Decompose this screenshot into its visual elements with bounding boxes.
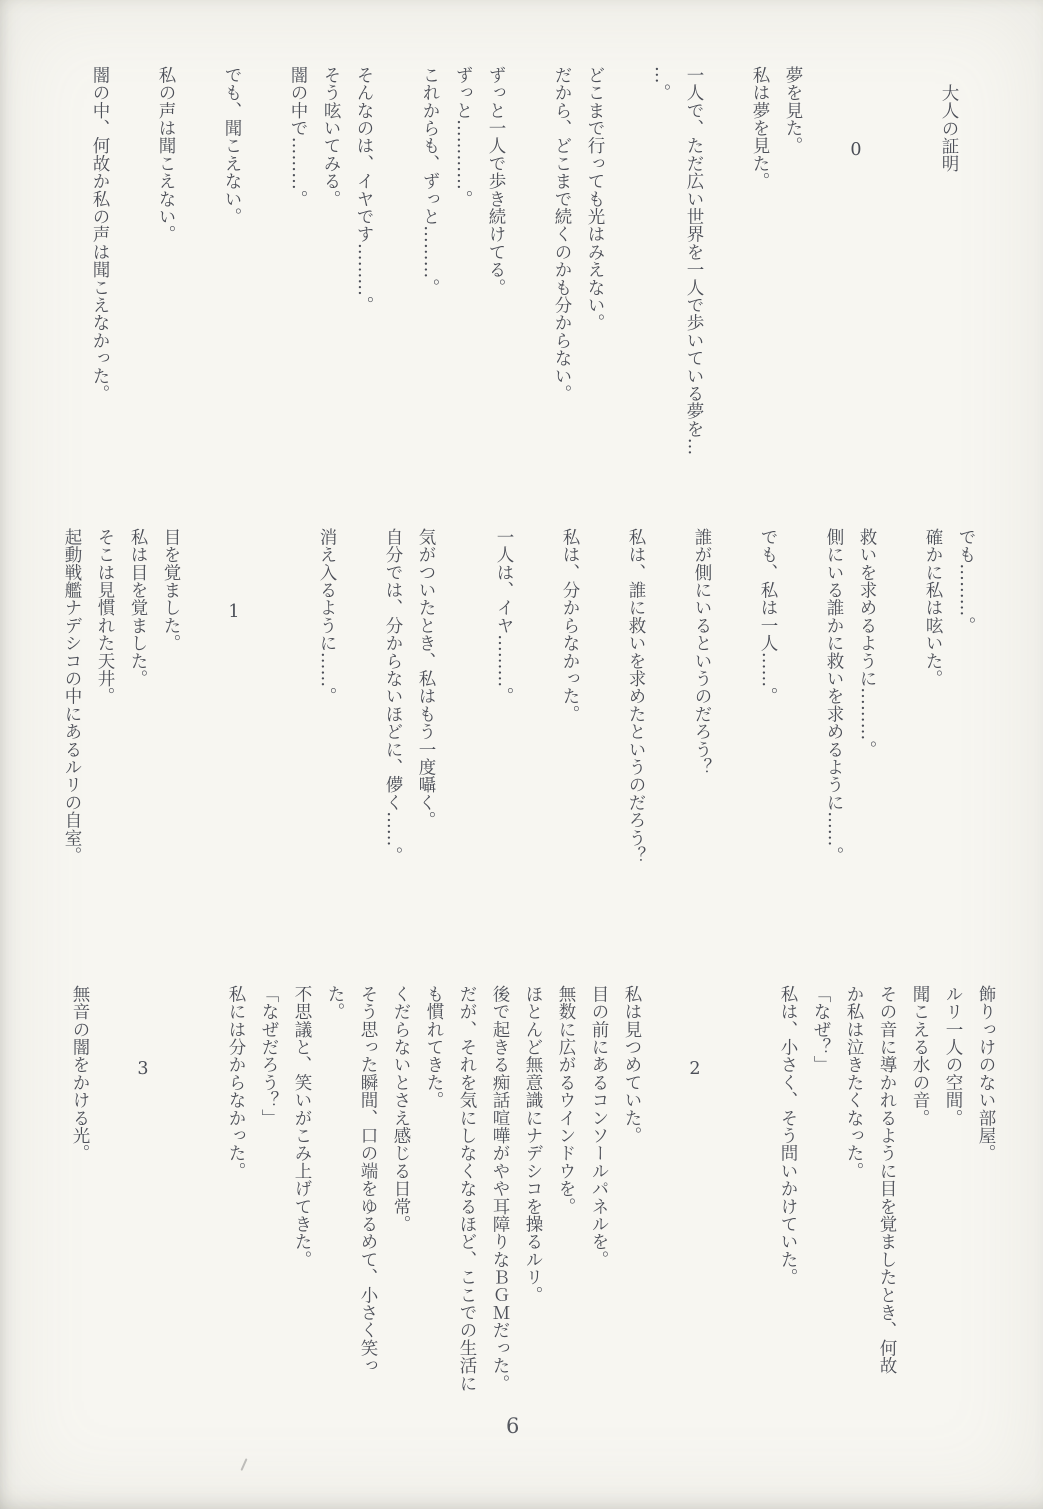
page-title: 大人の証明 xyxy=(939,84,959,173)
text-line: 闇の中、何故か私の声は聞こえなかった。 xyxy=(90,66,110,403)
text-line: 私は見つめていた。 xyxy=(622,985,642,1145)
text-line: 私は夢を見た。 xyxy=(750,66,770,190)
text-line: 無数に広がるウインドウを。 xyxy=(556,985,576,1216)
text-line: その音に導かれるように目を覚ましたとき、何故 xyxy=(877,985,897,1375)
text-line: 飾りっけのない部屋。 xyxy=(976,985,996,1162)
text-line: 「なぜ？」 xyxy=(811,985,831,1074)
text-line: ずっと…………。 xyxy=(453,66,473,208)
text-line: 救いを求めるように………。 xyxy=(857,528,877,759)
section-number: 3 xyxy=(133,1059,153,1080)
text-line: た。 xyxy=(325,985,345,1021)
text-line: 起動戦艦ナデシコの中にあるルリの自室。 xyxy=(62,528,82,865)
text-line: 確かに私は呟いた。 xyxy=(923,528,943,688)
text-line: 気がついたとき、私はもう一度囁く。 xyxy=(416,528,436,829)
scan-artifact-mark xyxy=(240,1458,247,1470)
text-line: でも、聞こえない。 xyxy=(222,66,242,226)
text-line: ほとんど無意識にナデシコを操るルリ。 xyxy=(523,985,543,1304)
text-line: どこまで行っても光はみえない。 xyxy=(585,66,605,332)
text-line: 後で起きる痴話喧嘩がやや耳障りなＢＧＭだった。 xyxy=(490,985,510,1393)
text-line: 私には分からなかった。 xyxy=(226,985,246,1180)
text-line: ルリ一人の空間。 xyxy=(943,985,963,1127)
text-line: 誰が側にいるというのだろう？ xyxy=(692,528,712,776)
text-line: くだらないとさえ感じる日常。 xyxy=(391,985,411,1233)
text-line: 自分では、分からないほどに、儚く……。 xyxy=(383,528,403,865)
section-number: 2 xyxy=(685,1059,705,1080)
text-line: 「なぜだろう？」 xyxy=(259,985,279,1127)
text-line: これからも、ずっと………。 xyxy=(420,66,440,297)
text-line: 一人で、ただ広い世界を一人で歩いている夢を… xyxy=(684,66,704,456)
text-line: 不思議と、笑いがこみ上げてきた。 xyxy=(292,985,312,1269)
text-line: 闇の中で………。 xyxy=(288,66,308,208)
section-number: 1 xyxy=(224,602,244,623)
text-line: 無音の闇をかける光。 xyxy=(70,985,90,1162)
text-line: 聞こえる水の音。 xyxy=(910,985,930,1127)
text-line: 夢を見た。 xyxy=(783,66,803,155)
text-line: そう思った瞬間、口の端をゆるめて、小さく笑っ xyxy=(358,985,378,1375)
text-line: 私の声は聞こえない。 xyxy=(156,66,176,243)
text-line: 側にいる誰かに救いを求めるように……。 xyxy=(824,528,844,865)
text-line: そう呟いてみる。 xyxy=(321,66,341,208)
text-line: そんなのは、イヤです………。 xyxy=(354,66,374,314)
text-line: そこは見慣れた天井。 xyxy=(95,528,115,705)
text-line: 私は目を覚ました。 xyxy=(128,528,148,688)
text-line: 私は、分からなかった。 xyxy=(560,528,580,723)
text-line: だから、どこまで続くのかも分からない。 xyxy=(552,66,572,403)
text-band-top xyxy=(83,66,965,478)
text-line: か私は泣きたくなった。 xyxy=(844,985,864,1180)
text-line: でも、私は一人……。 xyxy=(758,528,778,705)
text-line: でも………。 xyxy=(956,528,976,635)
text-line: 目を覚ました。 xyxy=(161,528,181,652)
text-band-middle xyxy=(55,528,982,872)
text-line: 一人は、イヤ………。 xyxy=(494,528,514,705)
section-number: 0 xyxy=(846,140,866,161)
text-line: 目の前にあるコンソールパネルを。 xyxy=(589,985,609,1269)
text-line: ずっと一人で歩き続けてる。 xyxy=(486,66,506,297)
text-line: 私は、誰に救いを求めたというのだろう？ xyxy=(626,528,646,865)
text-line: 私は、小さく、そう問いかけていた。 xyxy=(778,985,798,1286)
text-line: …。 xyxy=(651,66,671,102)
text-line: 消え入るように……。 xyxy=(317,528,337,705)
text-line: だが、それを気にしなくなるほど、ここでの生活に xyxy=(457,985,477,1393)
page-number: 6 xyxy=(506,1414,521,1438)
text-band-bottom xyxy=(63,985,1002,1399)
text-line: も慣れてきた。 xyxy=(424,985,444,1109)
